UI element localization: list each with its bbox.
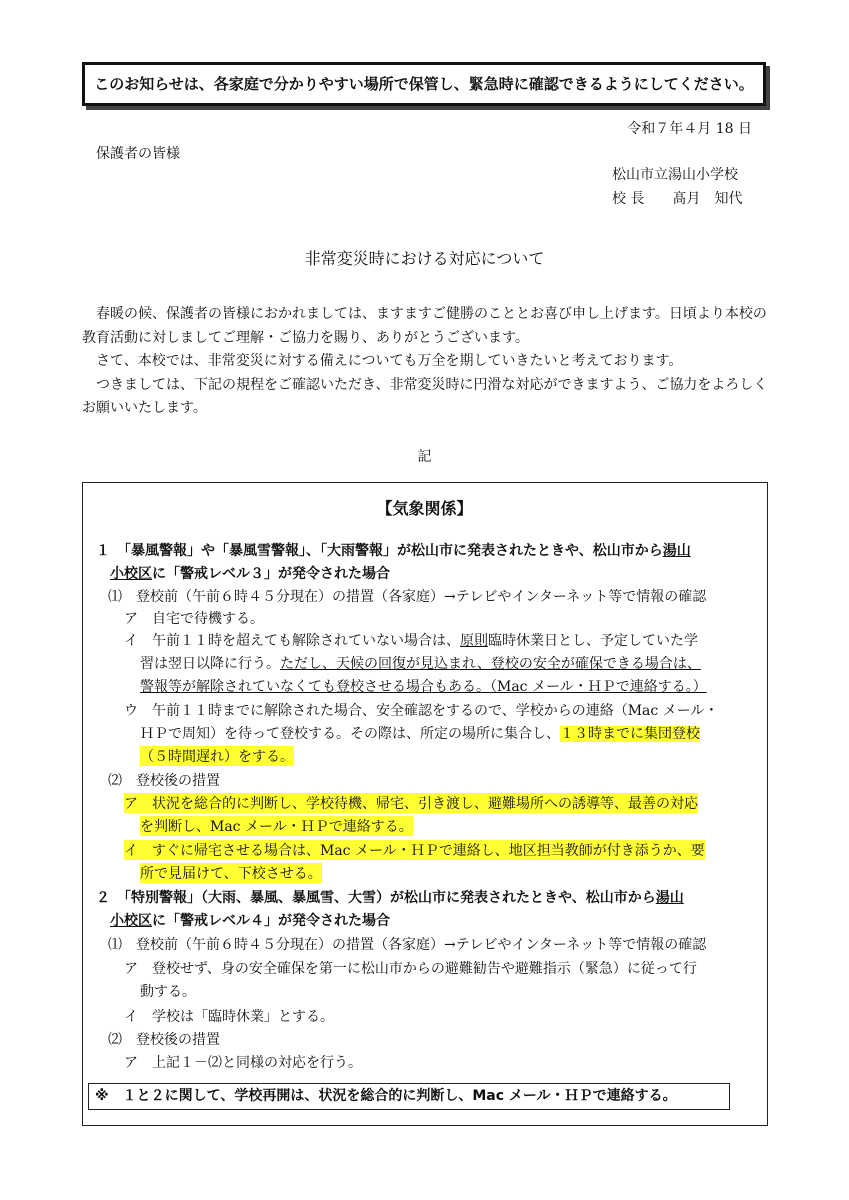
s2-heading-cont: 小校区に「警戒レベル４」が発令された場合 <box>110 913 390 929</box>
date: 令和７年４月 18 日 <box>627 121 752 137</box>
addressee: 保護者の皆様 <box>96 146 180 162</box>
s1-p2-item-a: ア 状況を総合的に判断し、学校待機、帰宅、引き渡し、避難場所への誘導等、最善の対応 <box>124 793 698 813</box>
s1-item-a: ア 自宅で待機する。 <box>124 611 264 627</box>
intro-paragraph: つきましては、下記の規程をご確認いただき、非常変災時に円滑な対応ができますよう、ご協力をよろしくお願いいたします。 <box>82 376 768 416</box>
s1-p2: ⑵ 登校後の措置 <box>108 773 220 789</box>
school-name: 松山市立湯山小学校 <box>612 167 738 183</box>
s1-item-u-cont2: （５時間遅れ）をする。 <box>140 746 294 766</box>
s1-p2-item-i-cont: 所で見届けて、下校させる。 <box>140 863 322 883</box>
document-title: 非常変災時における対応について <box>304 249 545 268</box>
principal-name: 校 長 髙月 知代 <box>612 191 743 207</box>
ki-label: 記 <box>417 449 432 465</box>
s2-item-i: イ 学校は「臨時休業」とする。 <box>124 1009 334 1025</box>
footnote-text: ※ １と２に関して、学校再開は、状況を総合的に判断し、Mac メール・ＨＰで連絡する。 <box>95 1088 677 1104</box>
s2-p2: ⑵ 登校後の措置 <box>108 1032 220 1048</box>
section-title: 【気象関係】 <box>376 499 473 518</box>
intro-paragraph: 春暖の候、保護者の皆様におかれましては、ますますご健勝のこととお喜び申し上げます。日頃より本校の教育活動に対しましてご理解・ご協力を賜り、ありがとうございます。 <box>82 306 767 346</box>
s2-item-a-cont: 動する。 <box>140 984 196 1000</box>
s1-item-i-cont: 習は翌日以降に行う。ただし、天候の回復が見込まれ、登校の安全が確保できる場合は、 <box>140 656 701 672</box>
s1-heading-cont: 小校区に「警戒レベル３」が発令された場合 <box>110 566 390 582</box>
s1-p1: ⑴ 登校前（午前６時４５分現在）の措置（各家庭）→テレビやインターネット等で情報の確認 <box>108 589 707 605</box>
s1-p2-item-i: イ すぐに帰宅させる場合は、Mac メール・ＨＰで連絡し、地区担当教師が付き添うか、要 <box>124 840 705 860</box>
s1-item-u-cont: ＨＰで周知）を待って登校する。その際は、所定の場所に集合し、１３時までに集団登校 <box>140 726 700 742</box>
intro-paragraph: さて、本校では、非常変災に対する備えについても万全を期していきたいと考えております。 <box>96 353 683 369</box>
s1-item-i: イ 午前１１時を超えても解除されていない場合は、原則臨時休業日とし、予定していた学 <box>124 633 698 649</box>
s1-item-i-cont2: 警報等が解除されていなくても登校させる場合もある。（Mac メール・ＨＰで連絡する。） <box>140 679 707 695</box>
notice-text: このお知らせは、各家庭で分かりやすい場所で保管し、緊急時に確認できるようにしてください。 <box>94 75 754 93</box>
s1-p2-item-a-cont: を判断し、Mac メール・ＨＰで連絡する。 <box>140 816 413 836</box>
s2-p2-item-a: ア 上記１－⑵と同様の対応を行う。 <box>124 1055 362 1071</box>
footnote-box <box>88 1083 730 1110</box>
s1-heading: １ 「暴風警報」や「暴風雪警報」、「大雨警報」が松山市に発表されたときや、松山市から湯山 <box>96 543 691 559</box>
s1-item-u: ウ 午前１１時までに解除された場合、安全確認をするので、学校からの連絡（Mac メール・ <box>124 703 719 719</box>
s2-p1: ⑴ 登校前（午前６時４５分現在）の措置（各家庭）→テレビやインターネット等で情報の確認 <box>108 937 707 953</box>
s2-item-a: ア 登校せず、身の安全確保を第一に松山市からの避難勧告や避難指示（緊急）に従って行 <box>124 961 697 977</box>
s2-heading: ２ 「特別警報」（大雨、暴風、暴風雪、大雪）が松山市に発表されたときや、松山市から湯山 <box>96 890 684 906</box>
